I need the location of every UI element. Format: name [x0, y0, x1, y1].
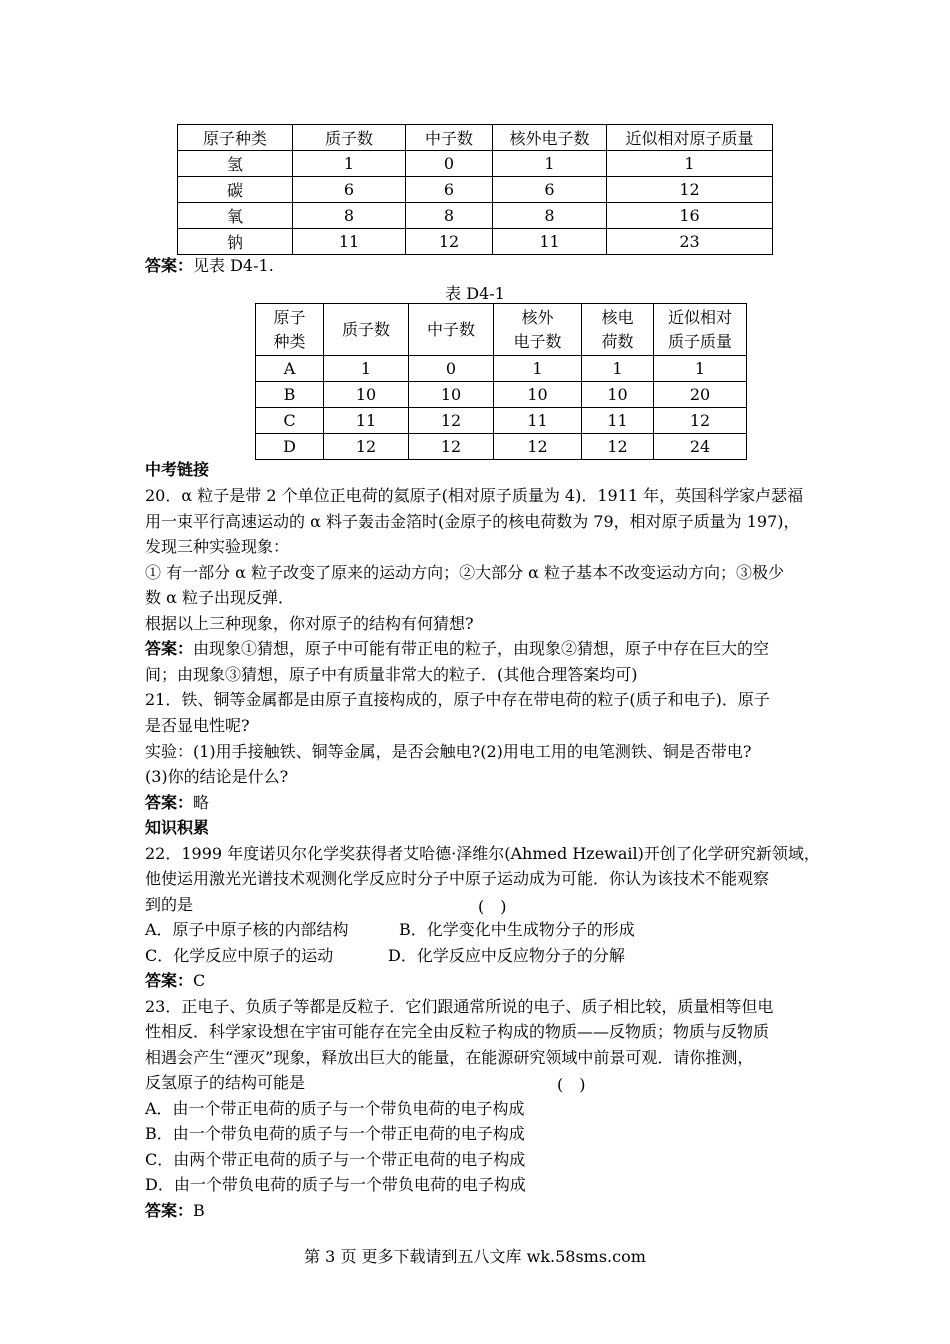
section-heading: 知识积累 — [145, 818, 210, 837]
header-line: 原子 — [273, 307, 306, 327]
atom-table — [177, 124, 773, 255]
table-cell: 11 — [293, 229, 406, 255]
table-cell: 8 — [293, 203, 406, 229]
table-cell: D — [256, 434, 324, 460]
header-line: 电子数 — [513, 331, 562, 351]
question-20-line: 用一束平行高速运动的 α 料子轰击金箔时(金原子的核电荷数为 79，相对原子质量为 197)， — [145, 512, 800, 531]
answer-text: 略 — [193, 793, 210, 812]
table-cell: 6 — [293, 177, 406, 203]
table-cell: 1 — [607, 151, 773, 177]
table-cell: 1 — [654, 356, 747, 382]
table-cell: 12 — [406, 229, 493, 255]
table-cell: 氢 — [178, 151, 293, 177]
question-23-line: 相遇会产生“湮灭”现象，释放出巨大的能量，在能源研究领域中前景可观．请你推测， — [145, 1048, 754, 1067]
question-20-line: 20．α 粒子是带 2 个单位正电荷的氦原子(相对原子质量为 4)．1911 年，英国科学家卢瑟福 — [145, 486, 804, 505]
table-header-cell — [409, 304, 494, 356]
option-d: D．由一个带负电荷的质子与一个带负电荷的电子构成 — [145, 1175, 526, 1194]
option-b: B．由一个带负电荷的质子与一个带正电荷的电子构成 — [145, 1124, 525, 1143]
table-cell: B — [256, 382, 324, 408]
table-cell: 23 — [607, 229, 773, 255]
table-row — [178, 229, 773, 255]
answer-label: 答案： — [145, 639, 194, 658]
header-line: 中子数 — [426, 319, 475, 339]
table-cell: 24 — [654, 434, 747, 460]
answer-text: 见表 D4-1. — [193, 256, 274, 275]
question-23-line: 23．正电子、负质子等都是反粒子．它们跟通常所说的电子、质子相比较，质量相等但电 — [145, 997, 774, 1016]
table-cell: 钠 — [178, 229, 293, 255]
table-cell: 氧 — [178, 203, 293, 229]
question-22-line: 22．1999 年度诺贝尔化学奖获得者艾哈德·泽维尔(Ahmed Hzewail)开创了化学研究新领域， — [145, 844, 820, 863]
table-cell: 10 — [494, 382, 582, 408]
table-header-cell — [324, 304, 409, 356]
table-header-cell — [654, 304, 747, 356]
table-cell: 11 — [324, 408, 409, 434]
table-cell: 0 — [406, 151, 493, 177]
answer-20-cont: 间；由现象③猜想，原子中有质量非常大的粒子．(其他合理答案均可) — [145, 665, 638, 684]
question-21-line: 是否显电性呢? — [145, 716, 250, 735]
header-line: 质子数 — [341, 319, 390, 339]
table-cell: 6 — [406, 177, 493, 203]
table-cell: 1 — [493, 151, 607, 177]
question-21-line: (3)你的结论是什么? — [145, 767, 289, 786]
answer-text: C — [193, 971, 206, 990]
answer-label: 答案： — [145, 971, 194, 990]
page-footer: 第 3 页 更多下载请到五八文库 wk.58sms.com — [304, 1247, 646, 1266]
answer-22 — [145, 970, 205, 992]
table-cell: 11 — [493, 229, 607, 255]
answer-label: 答案： — [145, 256, 194, 275]
table-row — [178, 151, 773, 177]
answer-label: 答案： — [145, 1201, 194, 1220]
table-row — [256, 356, 747, 382]
question-21-line: 21．铁、铜等金属都是由原子直接构成的，原子中存在带电荷的粒子(质子和电子)．原子 — [145, 690, 770, 709]
table-cell: 1 — [494, 356, 582, 382]
table-caption: 表 D4-1 — [445, 284, 505, 303]
table-header-cell — [582, 304, 654, 356]
table-row — [256, 408, 747, 434]
table-cell: 8 — [493, 203, 607, 229]
answer-19 — [145, 255, 274, 277]
table-d4-1 — [255, 303, 747, 460]
table-cell: A — [256, 356, 324, 382]
table-header-cell — [494, 304, 582, 356]
table-header-cell: 原子种类 — [178, 125, 293, 151]
table-cell: 1 — [293, 151, 406, 177]
table-cell: 11 — [582, 408, 654, 434]
table-cell: 10 — [582, 382, 654, 408]
header-line: 质子质量 — [667, 331, 732, 351]
table-cell: 11 — [494, 408, 582, 434]
table-cell: 8 — [406, 203, 493, 229]
question-23-line: 反氢原子的结构可能是 — [145, 1073, 306, 1092]
table-header-cell — [256, 304, 324, 356]
table-cell: 12 — [607, 177, 773, 203]
answer-blank: ( ) — [557, 1075, 586, 1094]
table-cell: 1 — [324, 356, 409, 382]
table-cell: C — [256, 408, 324, 434]
answer-text: B — [193, 1201, 205, 1220]
table-cell: 12 — [494, 434, 582, 460]
header-line: 核电 — [601, 307, 634, 327]
table-cell: 6 — [493, 177, 607, 203]
table-header-cell: 质子数 — [293, 125, 406, 151]
option-c: C．由两个带正电荷的质子与一个带正电荷的电子构成 — [145, 1150, 526, 1169]
table-header-cell: 核外电子数 — [493, 125, 607, 151]
answer-text: 由现象①猜想，原子中可能有带正电的粒子，由现象②猜想，原子中存在巨大的空 — [193, 639, 770, 658]
question-20-line: 根据以上三种现象，你对原子的结构有何猜想? — [145, 614, 474, 633]
table-header-cell: 近似相对原子质量 — [607, 125, 773, 151]
header-line: 荷数 — [601, 331, 634, 351]
question-20-line: ① 有一部分 α 粒子改变了原来的运动方向；②大部分 α 粒子基本不改变运动方向；③极少 — [145, 563, 785, 582]
header-line: 近似相对 — [667, 307, 732, 327]
question-23-line: 性相反．科学家设想在宇宙可能存在完全由反粒子构成的物质——反物质；物质与反物质 — [145, 1022, 770, 1041]
answer-blank: ( ) — [478, 897, 507, 916]
table-row — [256, 382, 747, 408]
table-header-cell: 中子数 — [406, 125, 493, 151]
section-heading: 中考链接 — [145, 460, 210, 479]
question-22-line: 到的是 — [145, 895, 194, 914]
table-cell: 10 — [324, 382, 409, 408]
table-row — [178, 177, 773, 203]
table-cell: 12 — [582, 434, 654, 460]
question-20-line: 数 α 粒子出现反弹． — [145, 588, 294, 607]
question-22-line: 他使运用激光光谱技术观测化学反应时分子中原子运动成为可能．你认为该技术不能观察 — [145, 869, 770, 888]
answer-20 — [145, 638, 769, 660]
option-a: A．由一个带正电荷的质子与一个带负电荷的电子构成 — [145, 1099, 525, 1118]
option-c: C．化学反应中原子的运动 — [145, 946, 334, 965]
option-d: D．化学反应中反应物分子的分解 — [388, 946, 625, 965]
answer-label: 答案： — [145, 793, 194, 812]
table-cell: 12 — [409, 408, 494, 434]
table-cell: 10 — [409, 382, 494, 408]
option-a: A．原子中原子核的内部结构 — [145, 920, 349, 939]
option-b: B．化学变化中生成物分子的形成 — [399, 920, 635, 939]
table-header-row — [256, 304, 747, 356]
table-cell: 20 — [654, 382, 747, 408]
question-20-line: 发现三种实验现象： — [145, 537, 290, 556]
table-cell: 0 — [409, 356, 494, 382]
header-line: 核外 — [521, 307, 554, 327]
table-cell: 碳 — [178, 177, 293, 203]
table-cell: 12 — [324, 434, 409, 460]
table-cell: 12 — [409, 434, 494, 460]
table-cell: 12 — [654, 408, 747, 434]
answer-21 — [145, 792, 209, 814]
table-cell: 1 — [582, 356, 654, 382]
table-header-row — [178, 125, 773, 151]
table-row — [256, 434, 747, 460]
table-cell: 16 — [607, 203, 773, 229]
answer-23 — [145, 1200, 205, 1222]
table-row — [178, 203, 773, 229]
question-21-line: 实验：(1)用手接触铁、铜等金属，是否会触电?(2)用电工用的电笔测铁、铜是否带电? — [145, 742, 752, 761]
header-line: 种类 — [273, 331, 306, 351]
